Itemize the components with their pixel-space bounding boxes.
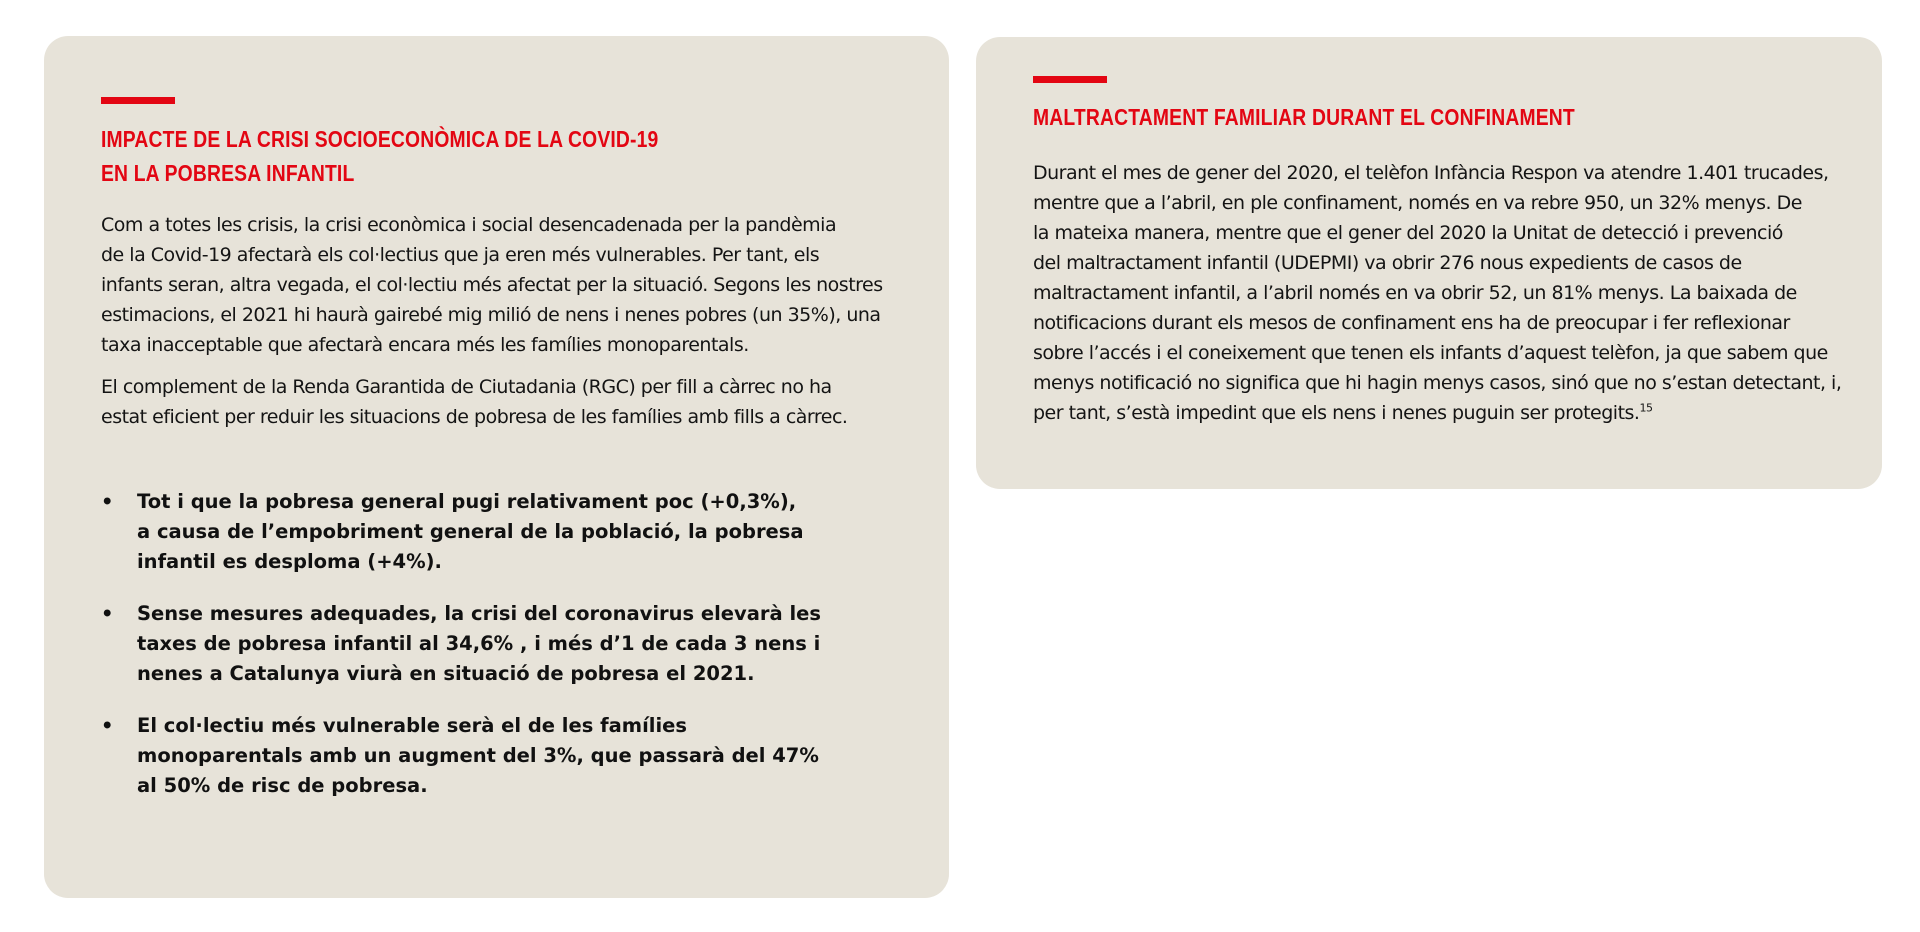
text-line: Com a totes les crisis, la crisi econòmica i social desencadenada per la pandèmia bbox=[101, 214, 837, 236]
footnote-marker: 15 bbox=[1639, 401, 1653, 415]
text-fragment: per tant, s’està impedint que els nens i nenes puguin ser protegits. bbox=[1033, 402, 1640, 424]
text-line: taxes de pobresa infantil al 34,6% , i més d’1 de cada 3 nens i bbox=[137, 632, 821, 655]
text-line: mentre que a l’abril, en ple confinament, només en va rebre 950, un 32% menys. De bbox=[1033, 192, 1802, 214]
text-line: infants seran, altra vegada, el col·lectiu més afectat per la situació. Segons les nostres bbox=[101, 274, 883, 296]
text-line: al 50% de risc de pobresa. bbox=[137, 774, 428, 797]
key-findings-list bbox=[101, 487, 821, 823]
section-title bbox=[1033, 100, 1575, 134]
text-line: Sense mesures adequades, la crisi del coronavirus elevarà les bbox=[137, 602, 821, 625]
family-abuse-card bbox=[976, 37, 1882, 489]
title-line: IMPACTE DE LA CRISI SOCIOECONÒMICA DE LA COVID-19 bbox=[101, 126, 659, 152]
list-item bbox=[101, 711, 821, 801]
text-line: la mateixa manera, mentre que el gener del 2020 la Unitat de detecció i prevenció bbox=[1033, 222, 1783, 244]
text-line: infantil es desploma (+4%). bbox=[137, 550, 442, 573]
text-line: del maltractament infantil (UDEPMI) va obrir 276 nous expedients de casos de bbox=[1033, 252, 1742, 274]
text-line: menys notificació no significa que hi hagin menys casos, sinó que no s’estan detectant, i, bbox=[1033, 372, 1842, 394]
text-line: El complement de la Renda Garantida de Ciutadania (RGC) per fill a càrrec no ha bbox=[101, 376, 832, 398]
rgc-paragraph bbox=[101, 372, 847, 432]
text-line: maltractament infantil, a l’abril només en va obrir 52, un 81% menys. La baixada de bbox=[1033, 282, 1797, 304]
text-line: Tot i que la pobresa general pugi relativament poc (+0,3%), bbox=[137, 490, 797, 513]
bullet-icon: • bbox=[101, 490, 114, 513]
covid-poverty-card bbox=[44, 36, 949, 898]
text-line: taxa inacceptable que afectarà encara més les famílies monoparentals. bbox=[101, 334, 749, 356]
text-line: sobre l’accés i el coneixement que tenen els infants d’aquest telèfon, ja que sabem que bbox=[1033, 342, 1828, 364]
text-line: Durant el mes de gener del 2020, el telèfon Infància Respon va atendre 1.401 trucades, bbox=[1033, 162, 1829, 184]
text-line: a causa de l’empobriment general de la població, la pobresa bbox=[137, 520, 804, 543]
text-line: nenes a Catalunya viurà en situació de pobresa el 2021. bbox=[137, 662, 755, 685]
bullet-icon: • bbox=[101, 602, 114, 625]
text-line: monoparentals amb un augment del 3%, que passarà del 47% bbox=[137, 744, 819, 767]
text-line: estimacions, el 2021 hi haurà gairebé mig milió de nens i nenes pobres (un 35%), una bbox=[101, 304, 881, 326]
list-item bbox=[101, 487, 821, 577]
text-line: estat eficient per reduir les situacions de pobresa de les famílies amb fills a càrrec. bbox=[101, 406, 848, 428]
text-line bbox=[1033, 398, 1841, 428]
intro-paragraph bbox=[101, 210, 883, 360]
section-title bbox=[101, 122, 658, 190]
accent-bar bbox=[101, 97, 175, 104]
title-line: MALTRACTAMENT FAMILIAR DURANT EL CONFINAMENT bbox=[1033, 104, 1575, 130]
bullet-icon: • bbox=[101, 714, 114, 737]
text-line: de la Covid-19 afectarà els col·lectius que ja eren més vulnerables. Per tant, els bbox=[101, 244, 820, 266]
text-line: El col·lectiu més vulnerable serà el de les famílies bbox=[137, 714, 687, 737]
accent-bar bbox=[1033, 76, 1107, 83]
abuse-paragraph bbox=[1033, 158, 1841, 428]
title-line: EN LA POBRESA INFANTIL bbox=[101, 160, 355, 186]
text-line: notificacions durant els mesos de confinament ens ha de preocupar i fer reflexionar bbox=[1033, 312, 1790, 334]
list-item bbox=[101, 599, 821, 689]
